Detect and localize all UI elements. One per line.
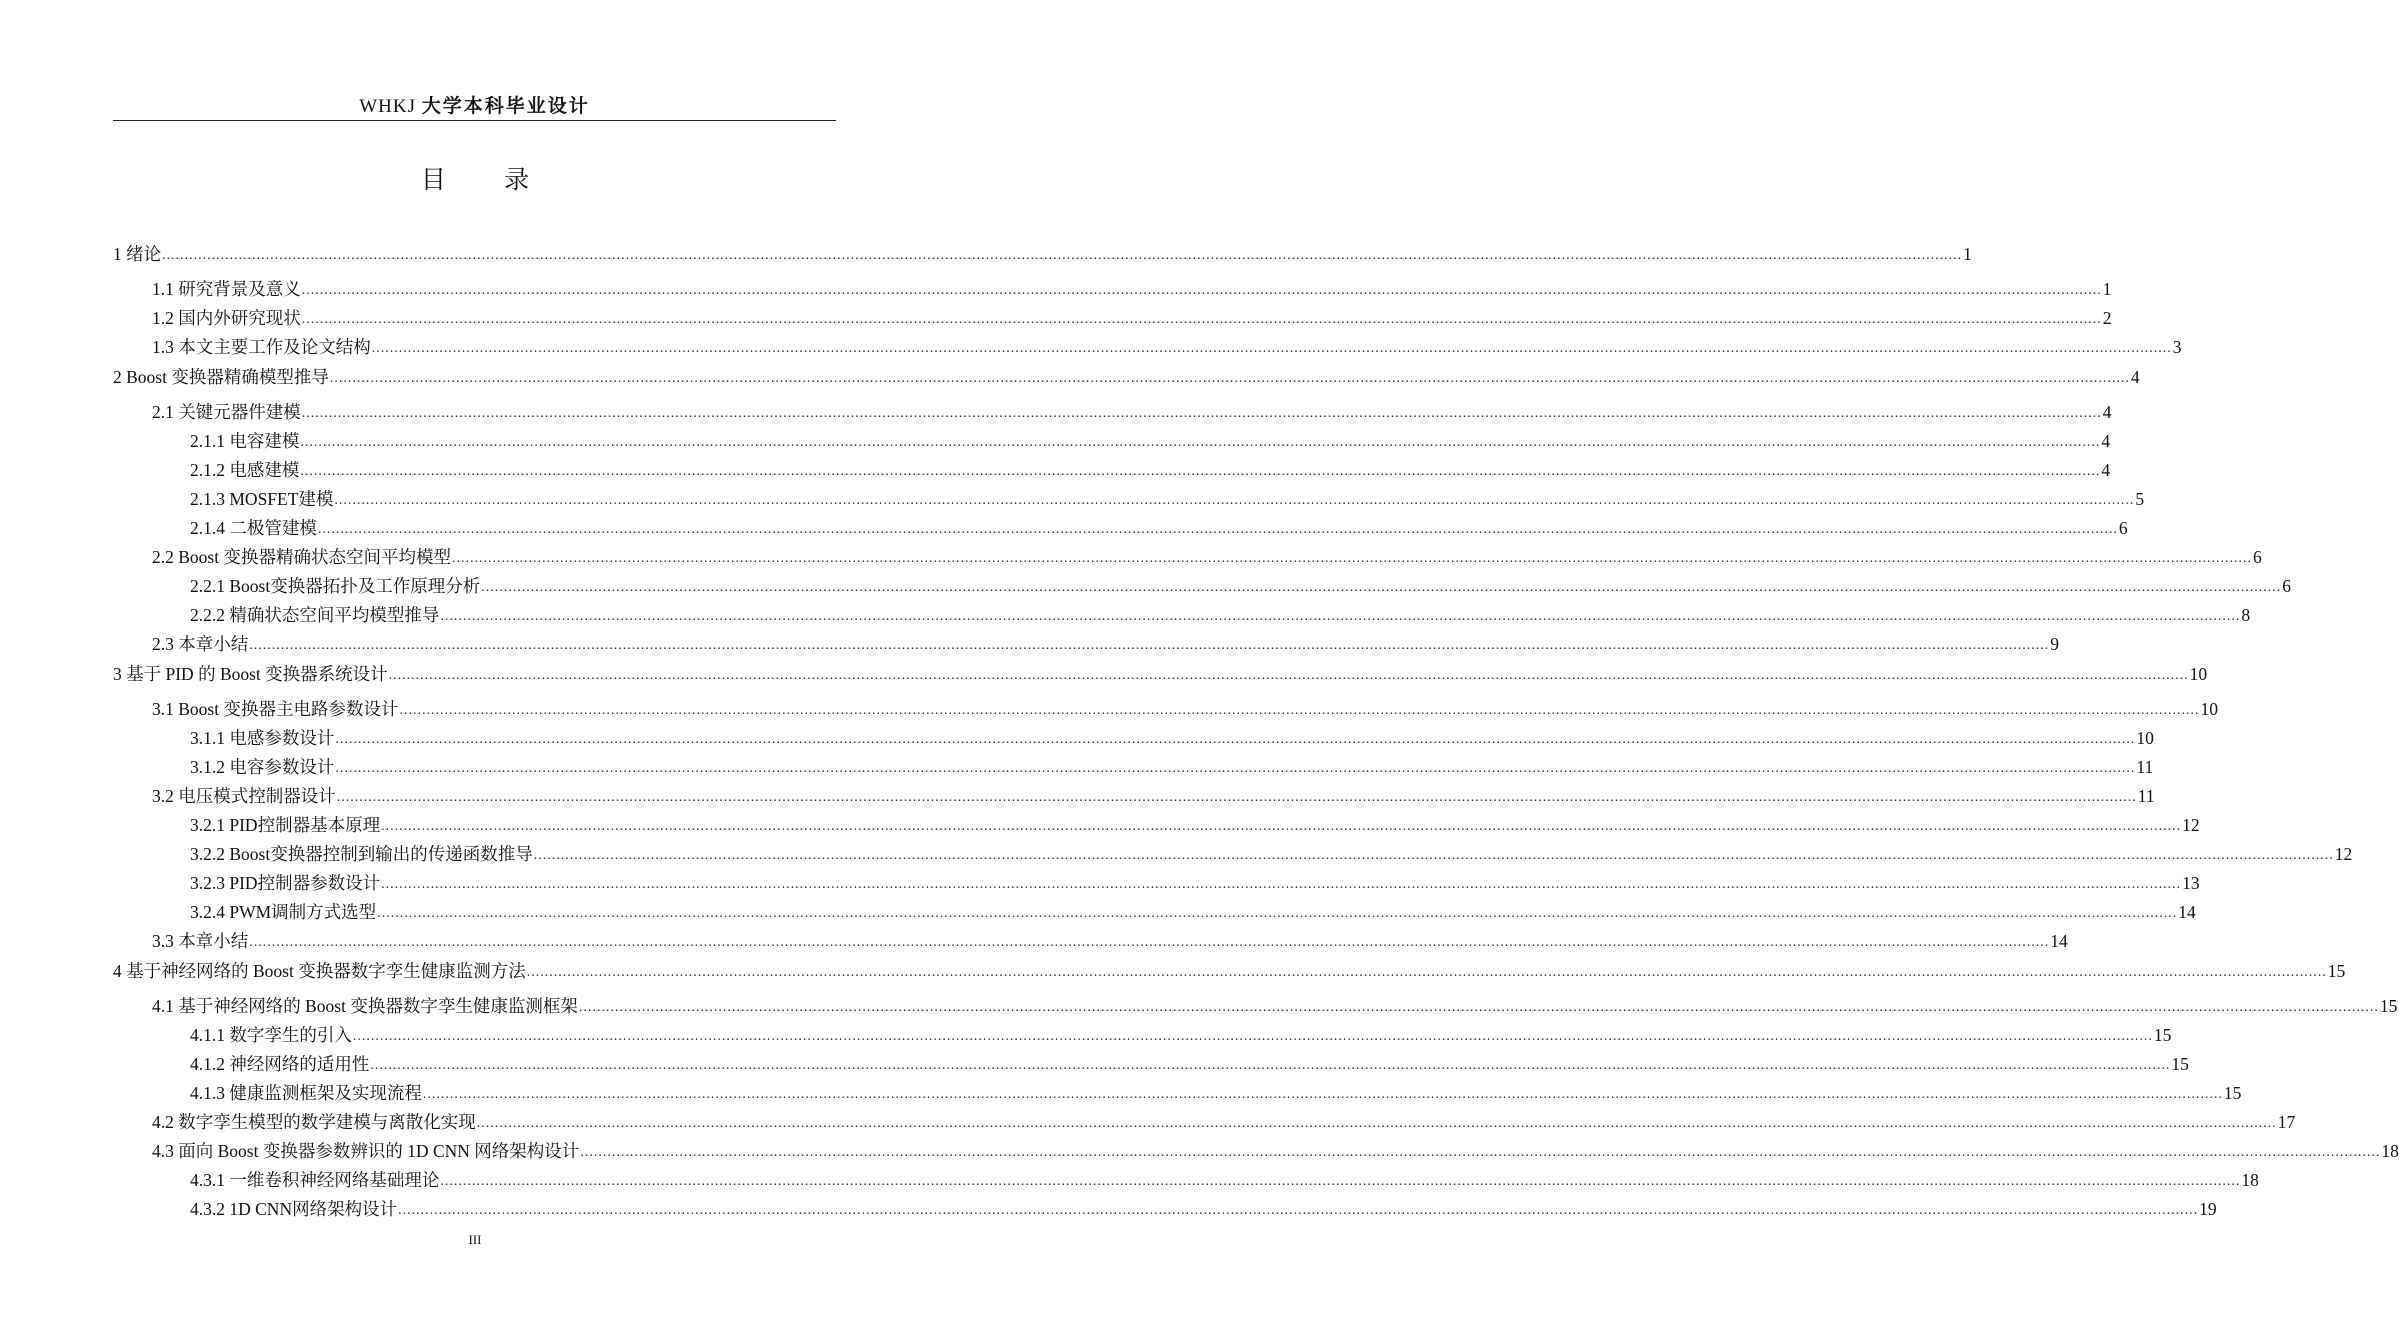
toc-entry[interactable] [113,539,2262,568]
toc-leader-dots: ................................................................................................................................................................................................................................................................................................................................................................................................................ [451,551,2252,566]
toc-entry-page: 19 [2199,1199,2217,1219]
toc-entry-page: 18 [2241,1170,2259,1190]
toc-entry[interactable] [113,1133,2399,1162]
toc-entry-label: 4 基于神经网络的 Boost 变换器数字孪生健康监测方法 [113,961,526,981]
toc-entry-label: 3.1.2 电容参数设计 [190,757,335,777]
toc-entry-label: 4.3.1 一维卷积神经网络基础理论 [190,1170,440,1190]
toc-entry[interactable] [113,988,2398,1017]
header-title: 大学本科毕业设计 [421,96,590,117]
toc-entry[interactable] [113,271,2112,300]
toc-entry[interactable] [113,778,2155,807]
toc-entry-label: 3.2.2 Boost变换器控制到输出的传递函数推导 [190,844,533,864]
toc-entry-label: 4.3 面向 Boost 变换器参数辨识的 1D CNN 网络架构设计 [152,1141,580,1161]
toc-entry[interactable] [113,865,2200,894]
toc-entry-label: 2.1 关键元器件建模 [152,402,301,422]
toc-leader-dots: ................................................................................................................................................................................................................................................................................................................................................................................................................ [301,283,2102,298]
toc-entry-label: 4.1 基于神经网络的 Boost 变换器数字孪生健康监测框架 [152,996,578,1016]
toc-leader-dots: ................................................................................................................................................................................................................................................................................................................................................................................................................ [329,371,2130,386]
toc-leader-dots: ................................................................................................................................................................................................................................................................................................................................................................................................................ [300,464,2101,479]
table-of-contents [113,235,2399,1220]
toc-leader-dots: ................................................................................................................................................................................................................................................................................................................................................................................................................ [398,1203,2199,1218]
toc-entry-label: 3.3 本章小结 [152,931,249,951]
toc-entry-page: 11 [2137,786,2155,806]
toc-leader-dots: ................................................................................................................................................................................................................................................................................................................................................................................................................ [352,1029,2153,1044]
toc-leader-dots: ................................................................................................................................................................................................................................................................................................................................................................................................................ [533,848,2334,863]
toc-entry[interactable] [113,720,2154,749]
toc-entry-label: 4.1.2 神经网络的适用性 [190,1054,370,1074]
toc-entry[interactable] [113,394,2112,423]
toc-entry-label: 2.1.1 电容建模 [190,431,300,451]
toc-entry[interactable] [113,235,1972,265]
toc-entry[interactable] [113,1017,2172,1046]
toc-leader-dots: ................................................................................................................................................................................................................................................................................................................................................................................................................ [526,965,2327,980]
toc-entry[interactable] [113,894,2196,923]
toc-entry-page: 2 [2102,308,2112,328]
toc-entry-page: 4 [2102,402,2112,422]
toc-entry-label: 3.1 Boost 变换器主电路参数设计 [152,699,399,719]
toc-entry[interactable] [113,452,2111,481]
toc-leader-dots: ................................................................................................................................................................................................................................................................................................................................................................................................................ [162,248,1963,263]
toc-entry[interactable] [113,358,2140,388]
toc-entry[interactable] [113,597,2251,626]
toc-entry-label: 3.2 电压模式控制器设计 [152,786,336,806]
toc-leader-dots: ................................................................................................................................................................................................................................................................................................................................................................................................................ [300,435,2101,450]
toc-entry-label: 4.3.2 1D CNN网络架构设计 [190,1199,398,1219]
toc-entry[interactable] [113,1191,2217,1220]
toc-entry-page: 11 [2136,757,2154,777]
toc-leader-dots: ................................................................................................................................................................................................................................................................................................................................................................................................................ [476,1116,2277,1131]
toc-entry[interactable] [113,1162,2259,1191]
toc-entry-label: 2.3 本章小结 [152,634,249,654]
toc-leader-dots: ................................................................................................................................................................................................................................................................................................................................................................................................................ [301,312,2102,327]
toc-entry[interactable] [113,423,2111,452]
toc-entry-page: 5 [2135,489,2145,509]
toc-entry-label: 3.2.3 PID控制器参数设计 [190,873,381,893]
toc-entry-label: 4.1.3 健康监测框架及实现流程 [190,1083,422,1103]
toc-entry-page: 9 [2050,634,2059,654]
toc-entry[interactable] [113,655,2208,685]
toc-entry[interactable] [113,1104,2296,1133]
toc-entry-label: 1 绪论 [113,244,162,264]
toc-entry-label: 4.2 数字孪生模型的数学建模与离散化实现 [152,1112,476,1132]
toc-entry-label: 1.3 本文主要工作及论文结构 [152,337,371,357]
toc-entry[interactable] [113,836,2353,865]
toc-leader-dots: ................................................................................................................................................................................................................................................................................................................................................................................................................ [399,703,2200,718]
toc-entry[interactable] [113,952,2346,982]
toc-leader-dots: ................................................................................................................................................................................................................................................................................................................................................................................................................ [580,1145,2381,1160]
toc-entry[interactable] [113,626,2059,655]
toc-leader-dots: ................................................................................................................................................................................................................................................................................................................................................................................................................ [388,668,2189,683]
toc-entry-page: 8 [2241,605,2251,625]
toc-leader-dots: ................................................................................................................................................................................................................................................................................................................................................................................................................ [249,935,2050,950]
toc-leader-dots: ................................................................................................................................................................................................................................................................................................................................................................................................................ [377,906,2178,921]
toc-leader-dots: ................................................................................................................................................................................................................................................................................................................................................................................................................ [301,406,2102,421]
toc-entry[interactable] [113,510,2128,539]
toc-leader-dots: ................................................................................................................................................................................................................................................................................................................................................................................................................ [422,1087,2223,1102]
toc-entry[interactable] [113,300,2112,329]
toc-entry[interactable] [113,1075,2242,1104]
toc-entry[interactable] [113,691,2218,720]
toc-entry-page: 10 [2200,699,2218,719]
toc-entry-page: 4 [2130,367,2140,387]
toc-entry-page: 15 [2327,961,2346,981]
toc-entry-label: 2.1.4 二极管建模 [190,518,317,538]
toc-entry-page: 13 [2182,873,2200,893]
toc-entry-page: 12 [2182,815,2200,835]
toc-leader-dots: ................................................................................................................................................................................................................................................................................................................................................................................................................ [381,877,2182,892]
toc-entry-page: 14 [2178,902,2196,922]
toc-entry-page: 6 [2252,547,2262,567]
toc-entry-page: 4 [2101,460,2111,480]
toc-entry-page: 6 [2282,576,2291,596]
toc-entry-page: 4 [2101,431,2111,451]
toc-entry-label: 3.2.4 PWM调制方式选型 [190,902,377,922]
page-header [113,93,836,121]
toc-entry-label: 1.1 研究背景及意义 [152,279,301,299]
toc-leader-dots: ................................................................................................................................................................................................................................................................................................................................................................................................................ [440,1174,2241,1189]
header-prefix: WHKJ [359,96,416,117]
toc-entry-label: 2.2.1 Boost变换器拓扑及工作原理分析 [190,576,481,596]
toc-entry-page: 12 [2334,844,2353,864]
toc-leader-dots: ................................................................................................................................................................................................................................................................................................................................................................................................................ [371,341,2172,356]
page-title: 目 录 [420,167,556,194]
toc-entry-label: 2.1.3 MOSFET建模 [190,489,334,509]
toc-entry-page: 18 [2381,1141,2399,1161]
toc-entry-page: 1 [2102,279,2112,299]
toc-entry-label: 2.2 Boost 变换器精确状态空间平均模型 [152,547,451,567]
toc-leader-dots: ................................................................................................................................................................................................................................................................................................................................................................................................................ [481,580,2282,595]
toc-entry-label: 2 Boost 变换器精确模型推导 [113,367,329,387]
toc-entry[interactable] [113,1046,2189,1075]
toc-entry-label: 2.2.2 精确状态空间平均模型推导 [190,605,440,625]
toc-entry-page: 10 [2189,664,2208,684]
toc-leader-dots: ................................................................................................................................................................................................................................................................................................................................................................................................................ [370,1058,2171,1073]
toc-entry-label: 1.2 国内外研究现状 [152,308,301,328]
toc-entry-label: 4.1.1 数字孪生的引入 [190,1025,352,1045]
toc-entry-page: 6 [2118,518,2128,538]
toc-leader-dots: ................................................................................................................................................................................................................................................................................................................................................................................................................ [335,732,2136,747]
toc-entry-page: 15 [2379,996,2398,1016]
toc-entry[interactable] [113,807,2200,836]
toc-entry-label: 3 基于 PID 的 Boost 变换器系统设计 [113,664,388,684]
toc-entry[interactable] [113,749,2154,778]
toc-entry-page: 1 [1963,244,1972,264]
toc-leader-dots: ................................................................................................................................................................................................................................................................................................................................................................................................................ [578,1000,2379,1015]
toc-entry-label: 2.1.2 电感建模 [190,460,300,480]
toc-entry[interactable] [113,923,2068,952]
toc-entry-page: 3 [2172,337,2182,357]
toc-entry-page: 15 [2223,1083,2242,1103]
page-number: III [468,1232,482,1247]
toc-entry-page: 14 [2050,931,2068,951]
toc-leader-dots: ................................................................................................................................................................................................................................................................................................................................................................................................................ [336,790,2137,805]
toc-entry[interactable] [113,329,2182,358]
toc-leader-dots: ................................................................................................................................................................................................................................................................................................................................................................................................................ [381,819,2182,834]
toc-entry-page: 15 [2153,1025,2172,1045]
toc-entry-label: 3.1.1 电感参数设计 [190,728,335,748]
toc-leader-dots: ................................................................................................................................................................................................................................................................................................................................................................................................................ [249,638,2050,653]
toc-entry-label: 3.2.1 PID控制器基本原理 [190,815,381,835]
toc-leader-dots: ................................................................................................................................................................................................................................................................................................................................................................................................................ [335,761,2136,776]
toc-entry-page: 15 [2171,1054,2189,1074]
toc-leader-dots: ................................................................................................................................................................................................................................................................................................................................................................................................................ [317,522,2118,537]
toc-leader-dots: ................................................................................................................................................................................................................................................................................................................................................................................................................ [334,493,2135,508]
toc-entry[interactable] [113,481,2145,510]
toc-leader-dots: ................................................................................................................................................................................................................................................................................................................................................................................................................ [440,609,2241,624]
toc-entry-page: 17 [2277,1112,2296,1132]
toc-entry[interactable] [113,568,2291,597]
toc-entry-page: 10 [2136,728,2154,748]
